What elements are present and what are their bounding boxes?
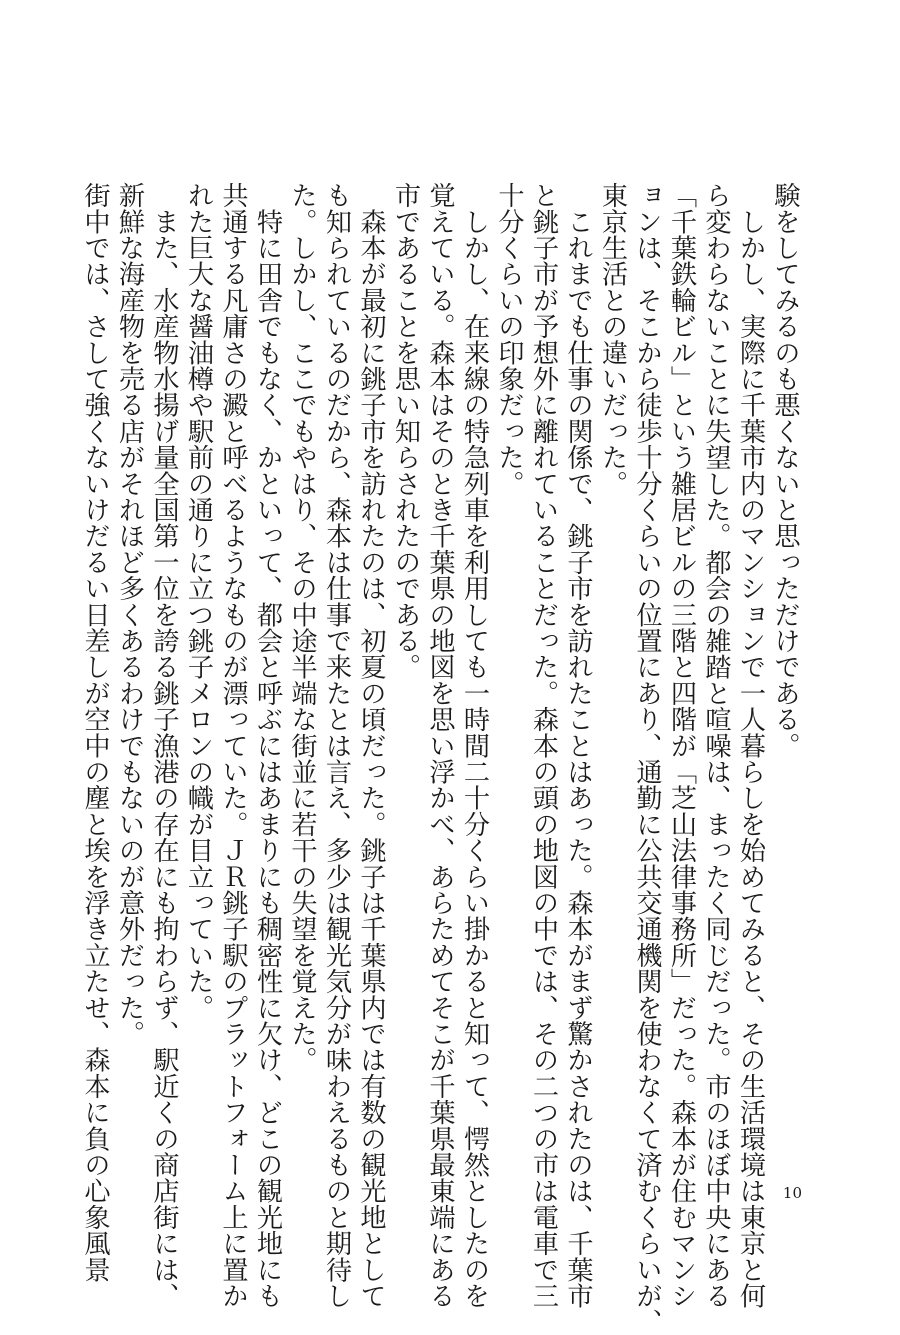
text-line: 覚えている。森本はそのとき千葉県の地図を思い浮かべ、あらためてそこが千葉県最東端にある [425,182,455,1309]
text-line: また、水産物水揚げ量全国第一位を誇る銚子漁港の存在にも拘わらず、駅近くの商店街には、 [149,182,179,1309]
text-line: 東京生活との違いだった。 [597,182,628,497]
text-line: 十分くらいの印象だった。 [494,182,524,497]
text-line: 新鮮な海産物を売る店がそれほど多くあるわけでもないのが意外だった。 [114,182,145,1047]
text-line: 特に田舎でもなく、かといって、都会と呼ぶにはあまりにも稠密性に欠け、どこの観光地にも [252,182,283,1309]
text-line: しかし、実際に千葉市内のマンションで一人暮らしを始めてみると、その生活環境は東京と何 [735,182,766,1309]
text-line: と銚子市が予想外に離れていることだった。森本の頭の地図の中では、その二つの市は電車で三 [528,182,559,1309]
text-line: た。しかし、ここでもやはり、その中途半端な街並に若干の失望を覚えた。 [287,182,317,1073]
text-line: 森本が最初に銚子市を訪れたのは、初夏の頃だった。銚子は千葉県内では有数の観光地として [356,182,386,1309]
text-line: ら変わらないことに失望した。都会の雑踏と喧噪は、まったく同じだった。市のほぼ中央にある [701,182,731,1309]
text-line: ョンは、そこから徒歩十分くらいの位置にあり、通勤に公共交通機関を使わなくて済むくらいが、 [632,182,662,1335]
text-line: しかし、在来線の特急列車を利用しても一時間二十分くらい掛かると知って、愕然としたのを [459,182,490,1309]
page-number: 10 [782,1184,802,1202]
text-line: れた巨大な醤油樽や駅前の通りに立つ銚子メロンの幟が目立っていた。 [183,182,214,1021]
text-line: 験をしてみるのも悪くないと思っただけである。 [770,182,800,759]
text-line: 市であることを思い知らされたのである。 [390,182,421,680]
text-line: 街中では、さして強くないけだるい日差しが空中の塵と埃を浮き立たせ、森本に負の心象風景 [80,182,110,1283]
text-line: 共通する凡庸さの澱と呼べるようなものが漂っていた。ＪＲ銚子駅のプラットフォーム上に置か [218,182,248,1309]
text-line: 「千葉鉄輪ビル」という雑居ビルの三階と四階が「芝山法律事務所」だった。森本が住むマンシ [666,182,697,1309]
text-line: も知られているのだから、森本は仕事で来たとは言え、多少は観光気分が味わえるものと期待し [321,182,352,1309]
text-line: これまでも仕事の関係で、銚子市を訪れたことはあった。森本がまず驚かされたのは、千葉市 [563,182,593,1309]
